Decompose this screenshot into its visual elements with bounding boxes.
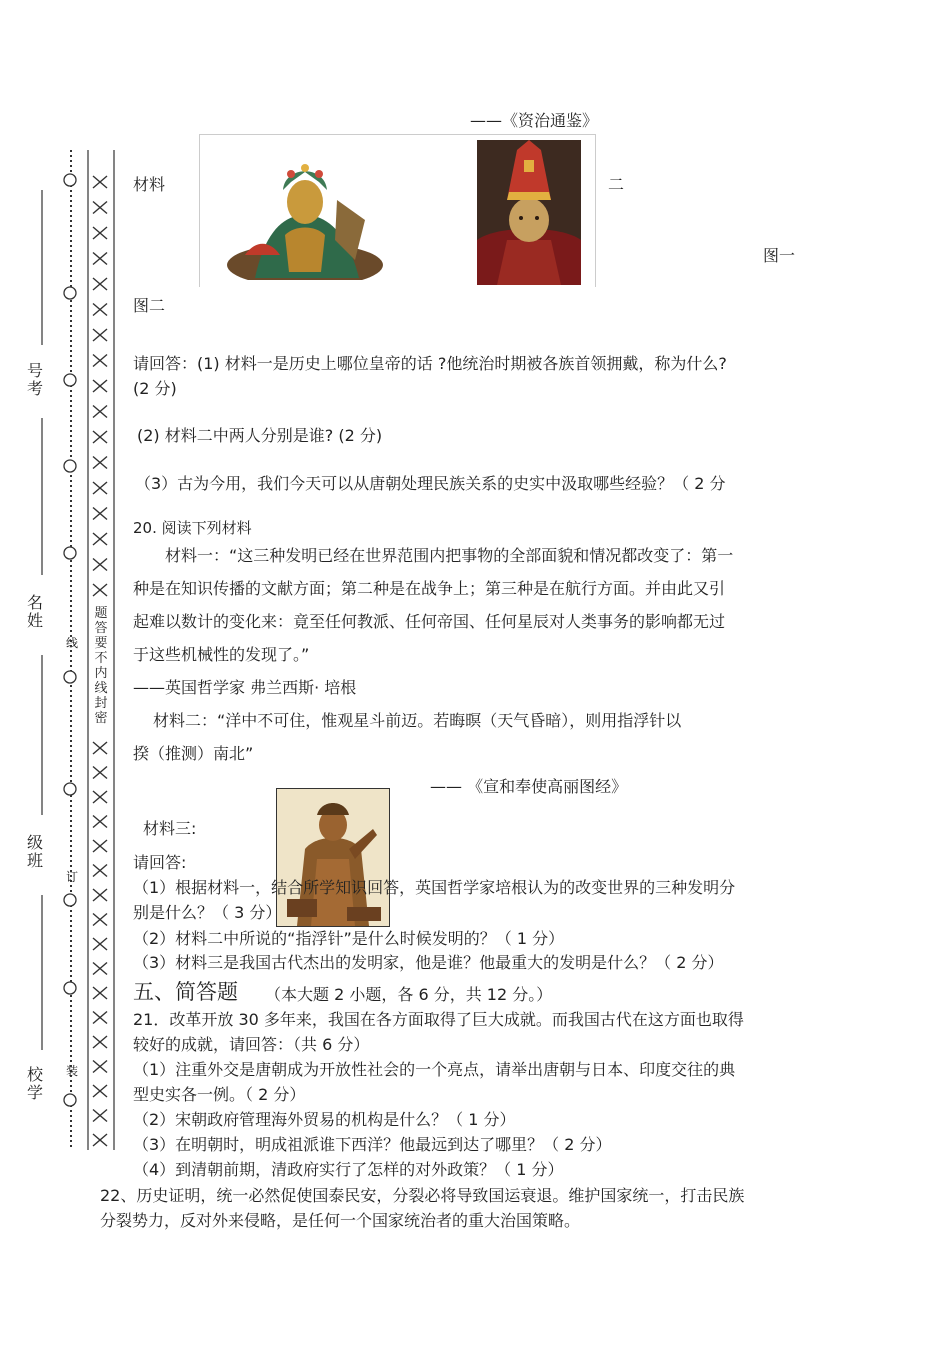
section-five-heading: 五、简答题 (133, 980, 238, 1004)
q20-m2-source: —— 《宣和奉使高丽图经》 (430, 777, 628, 796)
q22-line2: 分裂势力，反对外来侵略，是任何一个国家统治者的重大治国策略。 (100, 1211, 581, 1230)
q19-sub1: 请回答：(1) 材料一是历史上哪位皇帝的话 ?他统治时期被各族首领拥戴，称为什么? (133, 354, 727, 373)
q20-title: 20. 阅读下列材料 (133, 519, 252, 537)
binding-hole (64, 287, 76, 299)
binding-hole (64, 460, 76, 472)
q20-m2-line1: 材料二：“洋中不可住，惟观星斗前迈。若晦暝（天气昏暗），则用指浮针以 (153, 711, 682, 730)
q20-a2: （2）材料二中所说的“指浮针”是什么时候发明的？（ 1 分） (133, 929, 565, 948)
name-label: 名姓 (26, 593, 43, 630)
q21-s1-line1: （1）注重外交是唐朝成为开放性社会的一个亮点，请举出唐朝与日本、印度交往的典 (133, 1060, 736, 1079)
q19-sub3: （3）古为今用，我们今天可以从唐朝处理民族关系的史实中汲取哪些经验？（ 2 分 (135, 474, 726, 493)
figure-three-image (276, 788, 390, 927)
q20-a1-line1: （1）根据材料一，结合所学知识回答，英国哲学家培根认为的改变世界的三种发明分 (133, 878, 736, 897)
q20-m1-line4: 于这些机械性的发现了。” (133, 645, 310, 664)
binding-hole (64, 982, 76, 994)
q21-line1: 21．改革开放 30 多年来，我国在各方面取得了巨大成就。而我国古代在这方面也取得 (133, 1010, 744, 1029)
q20-m3-label: 材料三: (143, 819, 197, 838)
q20-m1-line3: 起难以数计的变化来：竟至任何教派、任何帝国、任何星辰对人类事务的影响都无过 (133, 612, 726, 631)
q21-s4: （4）到清朝前期，清政府实行了怎样的对外政策？（ 1 分） (133, 1160, 564, 1179)
binding-ding-char: 订 (65, 870, 78, 884)
q20-m1-source: ——英国哲学家 弗兰西斯· 培根 (133, 678, 357, 697)
q20-m1-line1: 材料一：“这三种发明已经在世界范围内把事物的全部面貌和情况都改变了：第一 (165, 546, 734, 565)
source-reference: ——《资治通鉴》 (470, 111, 599, 130)
binding-zhuang-char: 装 (65, 1064, 78, 1078)
q21-s1-line2: 型史实各一例。（ 2 分） (133, 1085, 306, 1104)
school-label: 校学 (26, 1065, 43, 1102)
figure-two-label: 图二 (133, 296, 166, 315)
binding-hole (64, 374, 76, 386)
binding-xian-char: 线 (65, 636, 78, 650)
q20-a3: （3）材料三是我国古代杰出的发明家，他是谁？他最重大的发明是什么？（ 2 分） (133, 953, 724, 972)
class-label: 级班 (26, 833, 43, 870)
q21-s2: （2）宋朝政府管理海外贸易的机构是什么？（ 1 分） (133, 1110, 516, 1129)
material-two-char: 二 (608, 175, 625, 194)
q19-sub2: (2) 材料二中两人分别是谁? (2 分) (137, 426, 383, 445)
section-five-note: （本大题 2 小题，各 6 分，共 12 分。） (265, 985, 553, 1004)
figure-one-label: 图一 (763, 246, 796, 265)
figure-two-image (477, 140, 581, 285)
binding-hole (64, 894, 76, 906)
binding-hole (64, 783, 76, 795)
binding-margin (0, 0, 130, 1170)
q19-sub1-score: (2 分) (133, 379, 177, 398)
q21-line2: 较好的成就，请回答：（共 6 分） (133, 1035, 370, 1054)
binding-hole (64, 1094, 76, 1106)
q20-m2-line2: 揆（推测）南北” (133, 744, 254, 763)
q20-a1-line2: 别是什么？（ 3 分） (133, 903, 282, 922)
q20-ask: 请回答: (133, 853, 187, 872)
seal-warning-text: 题答要不内线封密 (94, 606, 108, 726)
figure-one-image (225, 160, 385, 280)
q20-m1-line2: 种是在知识传播的文献方面；第二种是在战争上；第三种是在航行方面。并由此又引 (133, 579, 726, 598)
material-label: 材料 (133, 175, 166, 194)
binding-hole (64, 174, 76, 186)
q22-line1: 22、历史证明，统一必然促使国泰民安，分裂必将导致国运衰退。维护国家统一，打击民族 (100, 1186, 745, 1205)
q21-s3: （3）在明朝时，明成祖派谁下西洋？他最远到达了哪里？（ 2 分） (133, 1135, 612, 1154)
exam-number-label: 号考 (26, 361, 43, 398)
binding-hole (64, 671, 76, 683)
binding-hole (64, 547, 76, 559)
